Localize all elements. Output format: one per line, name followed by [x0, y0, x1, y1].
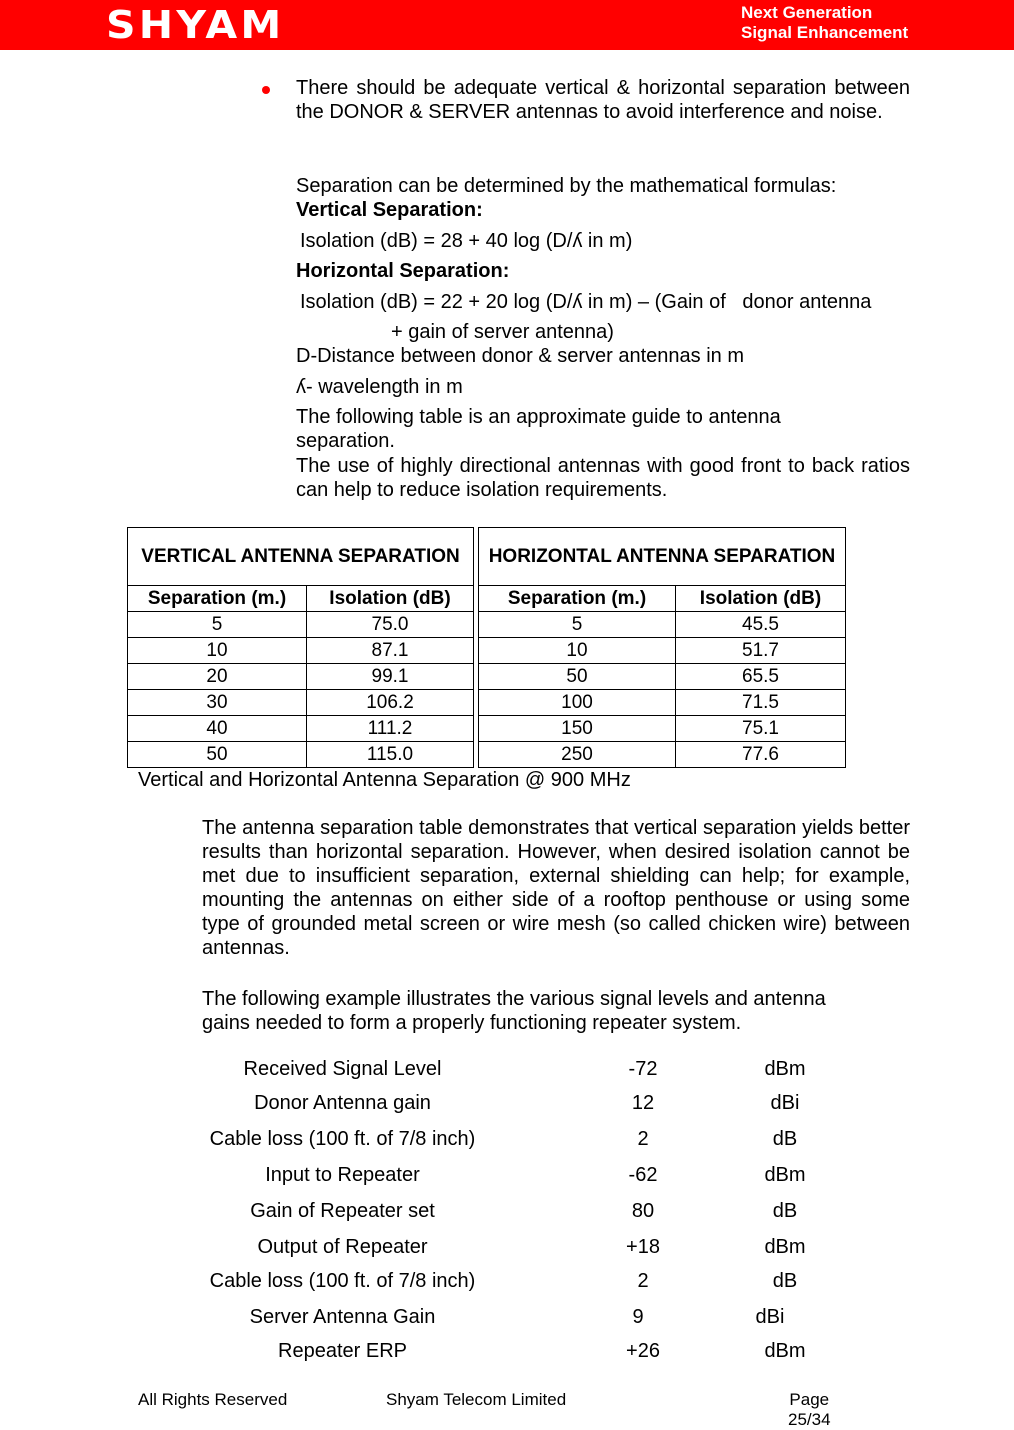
cell-isolation: 65.5: [676, 664, 846, 690]
example-label: Donor Antenna gain: [254, 1092, 431, 1114]
cell-separation: 50: [128, 742, 307, 768]
cell-separation: 250: [479, 742, 676, 768]
cell-isolation: 77.6: [676, 742, 846, 768]
example-row: [0, 1236, 1014, 1266]
horizontal-separation-title: Horizontal Separation:: [296, 260, 510, 282]
example-row: [0, 1128, 1014, 1158]
company-logo: SHYAM: [106, 3, 285, 47]
vertical-separation-table: [127, 527, 474, 768]
example-unit: dB: [772, 1128, 798, 1150]
paragraph-antenna-separation: The antenna separation table demonstrates that vertical separation yields better results than horizontal separation. However, when desired isolation cannot be met due to insufficient separation, external shielding can help; for example, mounting the antennas on either side of a rooftop penthouse or using some type of grounded metal screen or wire mesh (so called chicken wire) between antennas.: [202, 817, 910, 959]
example-label: Repeater ERP: [278, 1340, 407, 1362]
example-unit: dBi: [770, 1092, 800, 1114]
example-unit: dBm: [764, 1236, 806, 1258]
cell-isolation: 115.0: [307, 742, 474, 768]
bullet-icon: [262, 86, 270, 94]
cell-separation: 30: [128, 690, 307, 716]
cell-isolation: 75.1: [676, 716, 846, 742]
footer-page: [788, 1390, 831, 1430]
cell-separation: 50: [479, 664, 676, 690]
example-label: Server Antenna Gain: [249, 1306, 436, 1328]
cell-isolation: 71.5: [676, 690, 846, 716]
example-value: +26: [626, 1340, 660, 1362]
table-row: [479, 664, 846, 690]
table-row: [128, 638, 474, 664]
example-label: Received Signal Level: [243, 1058, 442, 1080]
cell-separation: 20: [128, 664, 307, 690]
example-intro-line-2: gains needed to form a properly functioning repeater system.: [202, 1012, 742, 1034]
example-row: [0, 1306, 1014, 1336]
cell-isolation: 75.0: [307, 612, 474, 638]
example-label: Input to Repeater: [265, 1164, 420, 1186]
bullet-text: There should be adequate vertical & horizontal separation between the DONOR & SERVER antennas to avoid interference and noise.: [296, 77, 910, 123]
definition-distance: D-Distance between donor & server antennas in m: [296, 345, 745, 367]
example-row: [0, 1270, 1014, 1300]
formula-intro: Separation can be determined by the mathematical formulas:: [296, 175, 837, 197]
cell-separation: 5: [479, 612, 676, 638]
example-value: +18: [626, 1236, 660, 1258]
example-value: 12: [631, 1092, 655, 1114]
table-row: [479, 742, 846, 768]
footer-rights: All Rights Reserved: [138, 1390, 288, 1409]
example-row: [0, 1092, 1014, 1122]
example-row: [0, 1340, 1014, 1370]
table-row: [128, 664, 474, 690]
cell-separation: 5: [128, 612, 307, 638]
horizontal-formula-line1: Isolation (dB) = 22 + 20 log (D/ʎ in m) – (Gain of donor antenna: [300, 291, 872, 313]
table-caption: Vertical and Horizontal Antenna Separation @ 900 MHz: [138, 769, 631, 791]
table-row: [128, 690, 474, 716]
guide-line-1: The following table is an approximate guide to antenna: [296, 406, 781, 428]
example-value: 2: [637, 1128, 649, 1150]
example-unit: dBm: [764, 1340, 806, 1362]
example-value: 80: [631, 1200, 655, 1222]
example-label: Gain of Repeater set: [250, 1200, 435, 1222]
cell-isolation: 87.1: [307, 638, 474, 664]
table-row: [128, 742, 474, 768]
column-header-separation: Separation (m.): [128, 586, 307, 612]
table-row: [128, 716, 474, 742]
example-value: 2: [637, 1270, 649, 1292]
table-row: [479, 716, 846, 742]
directional-note: The use of highly directional antennas with good front to back ratios can help to reduce isolation requirements.: [296, 455, 910, 501]
table-row: [479, 612, 846, 638]
example-unit: dBm: [764, 1164, 806, 1186]
horizontal-table-title: HORIZONTAL ANTENNA SEPARATION: [479, 528, 846, 586]
example-label: Cable loss (100 ft. of 7/8 inch): [209, 1270, 476, 1292]
tagline-line-2: Signal Enhancement: [741, 23, 909, 42]
cell-separation: 10: [128, 638, 307, 664]
example-unit: dB: [772, 1200, 798, 1222]
footer-company: Shyam Telecom Limited: [386, 1390, 567, 1409]
definition-wavelength: ʎ- wavelength in m: [296, 376, 463, 398]
example-row: [0, 1058, 1014, 1088]
cell-separation: 10: [479, 638, 676, 664]
example-unit: dBm: [764, 1058, 806, 1080]
cell-isolation: 106.2: [307, 690, 474, 716]
column-header-separation: Separation (m.): [479, 586, 676, 612]
example-unit: dB: [772, 1270, 798, 1292]
header-tagline: [741, 3, 908, 43]
example-value: -72: [628, 1058, 658, 1080]
table-row: [479, 638, 846, 664]
vertical-table-title: VERTICAL ANTENNA SEPARATION: [128, 528, 474, 586]
column-header-isolation: Isolation (dB): [676, 586, 846, 612]
cell-isolation: 99.1: [307, 664, 474, 690]
vertical-formula: Isolation (dB) = 28 + 40 log (D/ʎ in m): [300, 230, 633, 252]
cell-isolation: 111.2: [307, 716, 474, 742]
example-intro-line-1: The following example illustrates the various signal levels and antenna: [202, 988, 826, 1010]
example-label: Output of Repeater: [257, 1236, 428, 1258]
column-header-isolation: Isolation (dB): [307, 586, 474, 612]
example-value: -62: [628, 1164, 658, 1186]
guide-line-2: separation.: [296, 430, 395, 452]
horizontal-separation-table: [478, 527, 846, 768]
page-number: 25/34: [788, 1410, 831, 1429]
cell-separation: 40: [128, 716, 307, 742]
example-row: [0, 1164, 1014, 1194]
horizontal-formula-line2: + gain of server antenna): [391, 321, 614, 343]
table-row: [128, 612, 474, 638]
page-label: Page: [789, 1390, 830, 1409]
cell-isolation: 45.5: [676, 612, 846, 638]
table-row: [479, 690, 846, 716]
cell-separation: 150: [479, 716, 676, 742]
cell-separation: 100: [479, 690, 676, 716]
example-label: Cable loss (100 ft. of 7/8 inch): [209, 1128, 476, 1150]
example-value: 9: [632, 1306, 644, 1328]
cell-isolation: 51.7: [676, 638, 846, 664]
vertical-separation-title: Vertical Separation:: [296, 199, 483, 221]
page-header: [0, 0, 1014, 50]
tagline-line-1: Next Generation: [741, 3, 873, 22]
example-unit: dBi: [755, 1306, 785, 1328]
example-row: [0, 1200, 1014, 1230]
